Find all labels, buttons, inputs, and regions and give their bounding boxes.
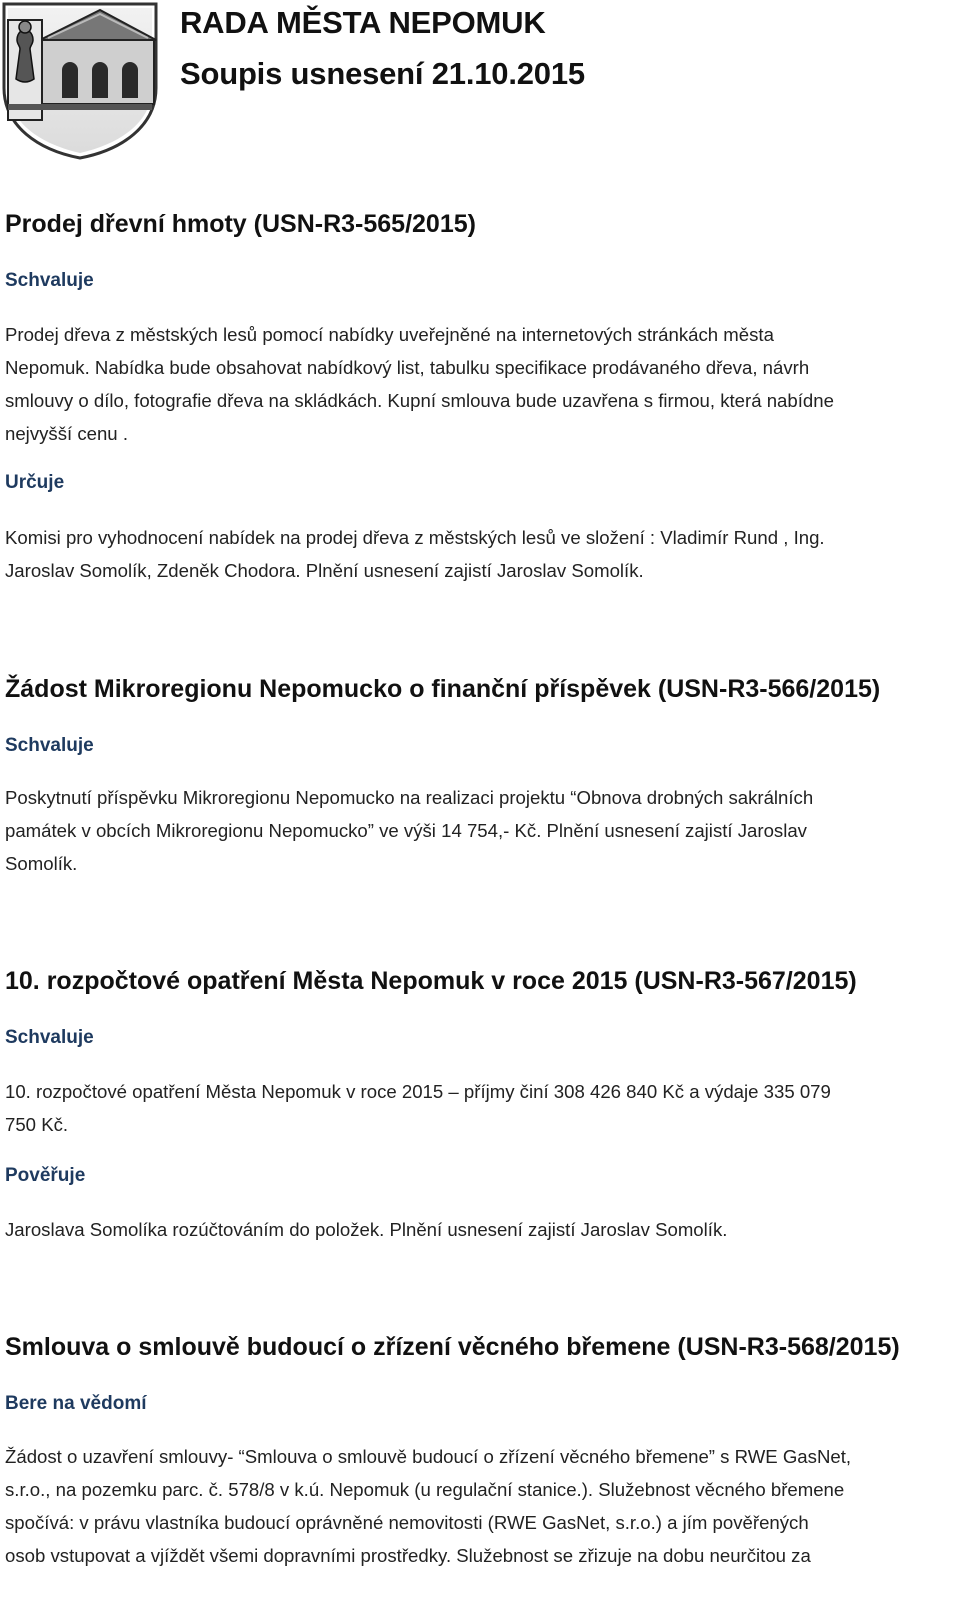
label-poveruje: Pověřuje <box>5 1165 86 1186</box>
resolution-text <box>5 1075 831 1141</box>
resolution-text <box>5 521 825 587</box>
resolution-text <box>5 1440 851 1572</box>
resolution-text <box>5 318 834 450</box>
text-line: Prodej dřeva z městských lesů pomocí nabídky uveřejněné na internetových stránkách města <box>5 324 774 345</box>
text-line: osob vstupovat a vjíždět všemi dopravními prostředky. Služebnost se zřizuje na dobu neurčitou za <box>5 1545 811 1566</box>
text-line: spočívá: v právu vlastníka budoucí oprávněné nemovitosti (RWE GasNet, s.r.o.) a jím pověřených <box>5 1512 809 1533</box>
section-heading-timber-sale: Prodej dřevní hmoty (USN-R3-565/2015) <box>5 210 476 238</box>
council-title: RADA MĚSTA NEPOMUK <box>180 5 546 40</box>
text-line: Somolík. <box>5 853 78 874</box>
text-line: nejvyšší cenu . <box>5 423 128 444</box>
label-schvaluje: Schvaluje <box>5 1027 94 1048</box>
label-bere-na-vedomi: Bere na vědomí <box>5 1393 147 1414</box>
resolution-text <box>5 1213 727 1246</box>
text-line: Nepomuk. Nabídka bude obsahovat nabídkový list, tabulku specifikace prodávaného dřeva, návrh <box>5 357 810 378</box>
town-emblem-icon <box>0 0 160 160</box>
text-line: Jaroslav Somolík, Zdeněk Chodora. Plnění usnesení zajistí Jaroslav Somolík. <box>5 560 644 581</box>
label-schvaluje: Schvaluje <box>5 270 94 291</box>
label-urcuje: Určuje <box>5 472 65 493</box>
text-line: Jaroslava Somolíka rozúčtováním do položek. Plnění usnesení zajistí Jaroslav Somolík. <box>5 1219 728 1240</box>
text-line: 10. rozpočtové opatření Města Nepomuk v roce 2015 – příjmy činí 308 426 840 Kč a výdaje 335 079 <box>5 1081 831 1102</box>
text-line: památek v obcích Mikroregionu Nepomucko” ve výši 14 754,- Kč. Plnění usnesení zajistí Jaroslav <box>5 820 807 841</box>
resolution-text <box>5 781 813 880</box>
section-heading-budget-measure: 10. rozpočtové opatření Města Nepomuk v roce 2015 (USN-R3-567/2015) <box>5 967 857 995</box>
text-line: Žádost o uzavření smlouvy- “Smlouva o smlouvě budoucí o zřízení věcného břemene” s RWE GasNet, <box>5 1446 852 1467</box>
label-schvaluje: Schvaluje <box>5 735 94 756</box>
text-line: 750 Kč. <box>5 1114 69 1135</box>
section-heading-easement-contract: Smlouva o smlouvě budoucí o zřízení věcného břemene (USN-R3-568/2015) <box>5 1333 900 1361</box>
resolutions-date-title: Soupis usnesení 21.10.2015 <box>180 56 585 91</box>
text-line: Poskytnutí příspěvku Mikroregionu Nepomucko na realizaci projektu “Obnova drobných sakrálních <box>5 787 814 808</box>
text-line: smlouvy o dílo, fotografie dřeva na skládkách. Kupní smlouva bude uzavřena s firmou, která nabídne <box>5 390 834 411</box>
section-heading-microregion-contribution: Žádost Mikroregionu Nepomucko o finanční příspěvek (USN-R3-566/2015) <box>5 675 881 703</box>
text-line: Komisi pro vyhodnocení nabídek na prodej dřeva z městských lesů ve složení : Vladimír Rund , Ing. <box>5 527 825 548</box>
text-line: s.r.o., na pozemku parc. č. 578/8 v k.ú. Nepomuk (u regulační stanice.). Služebnost věcného břemene <box>5 1479 845 1500</box>
